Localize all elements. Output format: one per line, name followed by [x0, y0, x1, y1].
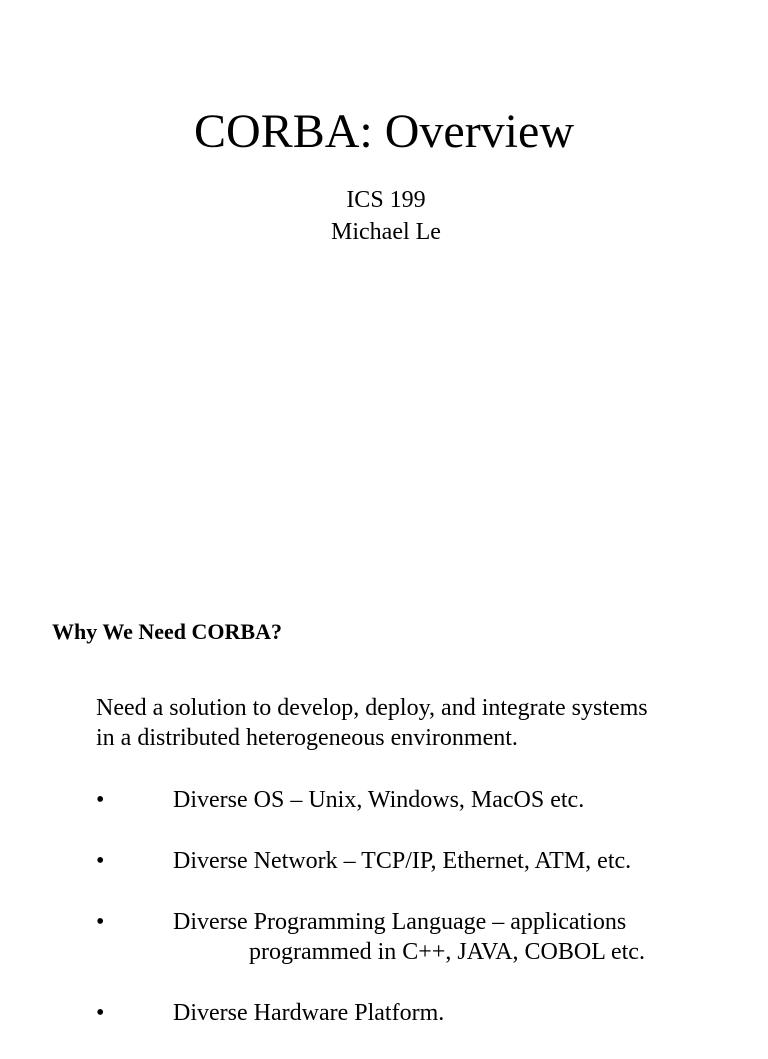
- list-item: [96, 785, 756, 815]
- bullet-icon: •: [96, 787, 105, 813]
- slide-title: CORBA: Overview: [194, 105, 574, 158]
- section-heading: Why We Need CORBA?: [52, 619, 282, 644]
- bullet-icon: •: [96, 848, 105, 874]
- bullet-text: Diverse OS – Unix, Windows, MacOS etc.: [173, 787, 585, 813]
- bullet-icon: •: [96, 909, 105, 935]
- course-label: ICS 199: [346, 187, 426, 213]
- intro-line-2: in a distributed heterogeneous environment.: [96, 725, 518, 751]
- author-name: Michael Le: [331, 219, 441, 245]
- intro-paragraph: [96, 693, 736, 753]
- list-item: [96, 907, 756, 967]
- bullet-list: [96, 785, 756, 1059]
- slide-subtitle: [0, 184, 768, 248]
- bullet-text: Diverse Hardware Platform.: [173, 1000, 445, 1026]
- bullet-text: Diverse Programming Language – applications: [173, 909, 627, 935]
- bullet-text: Diverse Network – TCP/IP, Ethernet, ATM, etc.: [173, 848, 632, 874]
- bullet-icon: •: [96, 1000, 105, 1026]
- intro-line-1: Need a solution to develop, deploy, and integrate systems: [96, 695, 648, 721]
- list-item: [96, 846, 756, 876]
- bullet-continuation: programmed in C++, JAVA, COBOL etc.: [249, 939, 645, 965]
